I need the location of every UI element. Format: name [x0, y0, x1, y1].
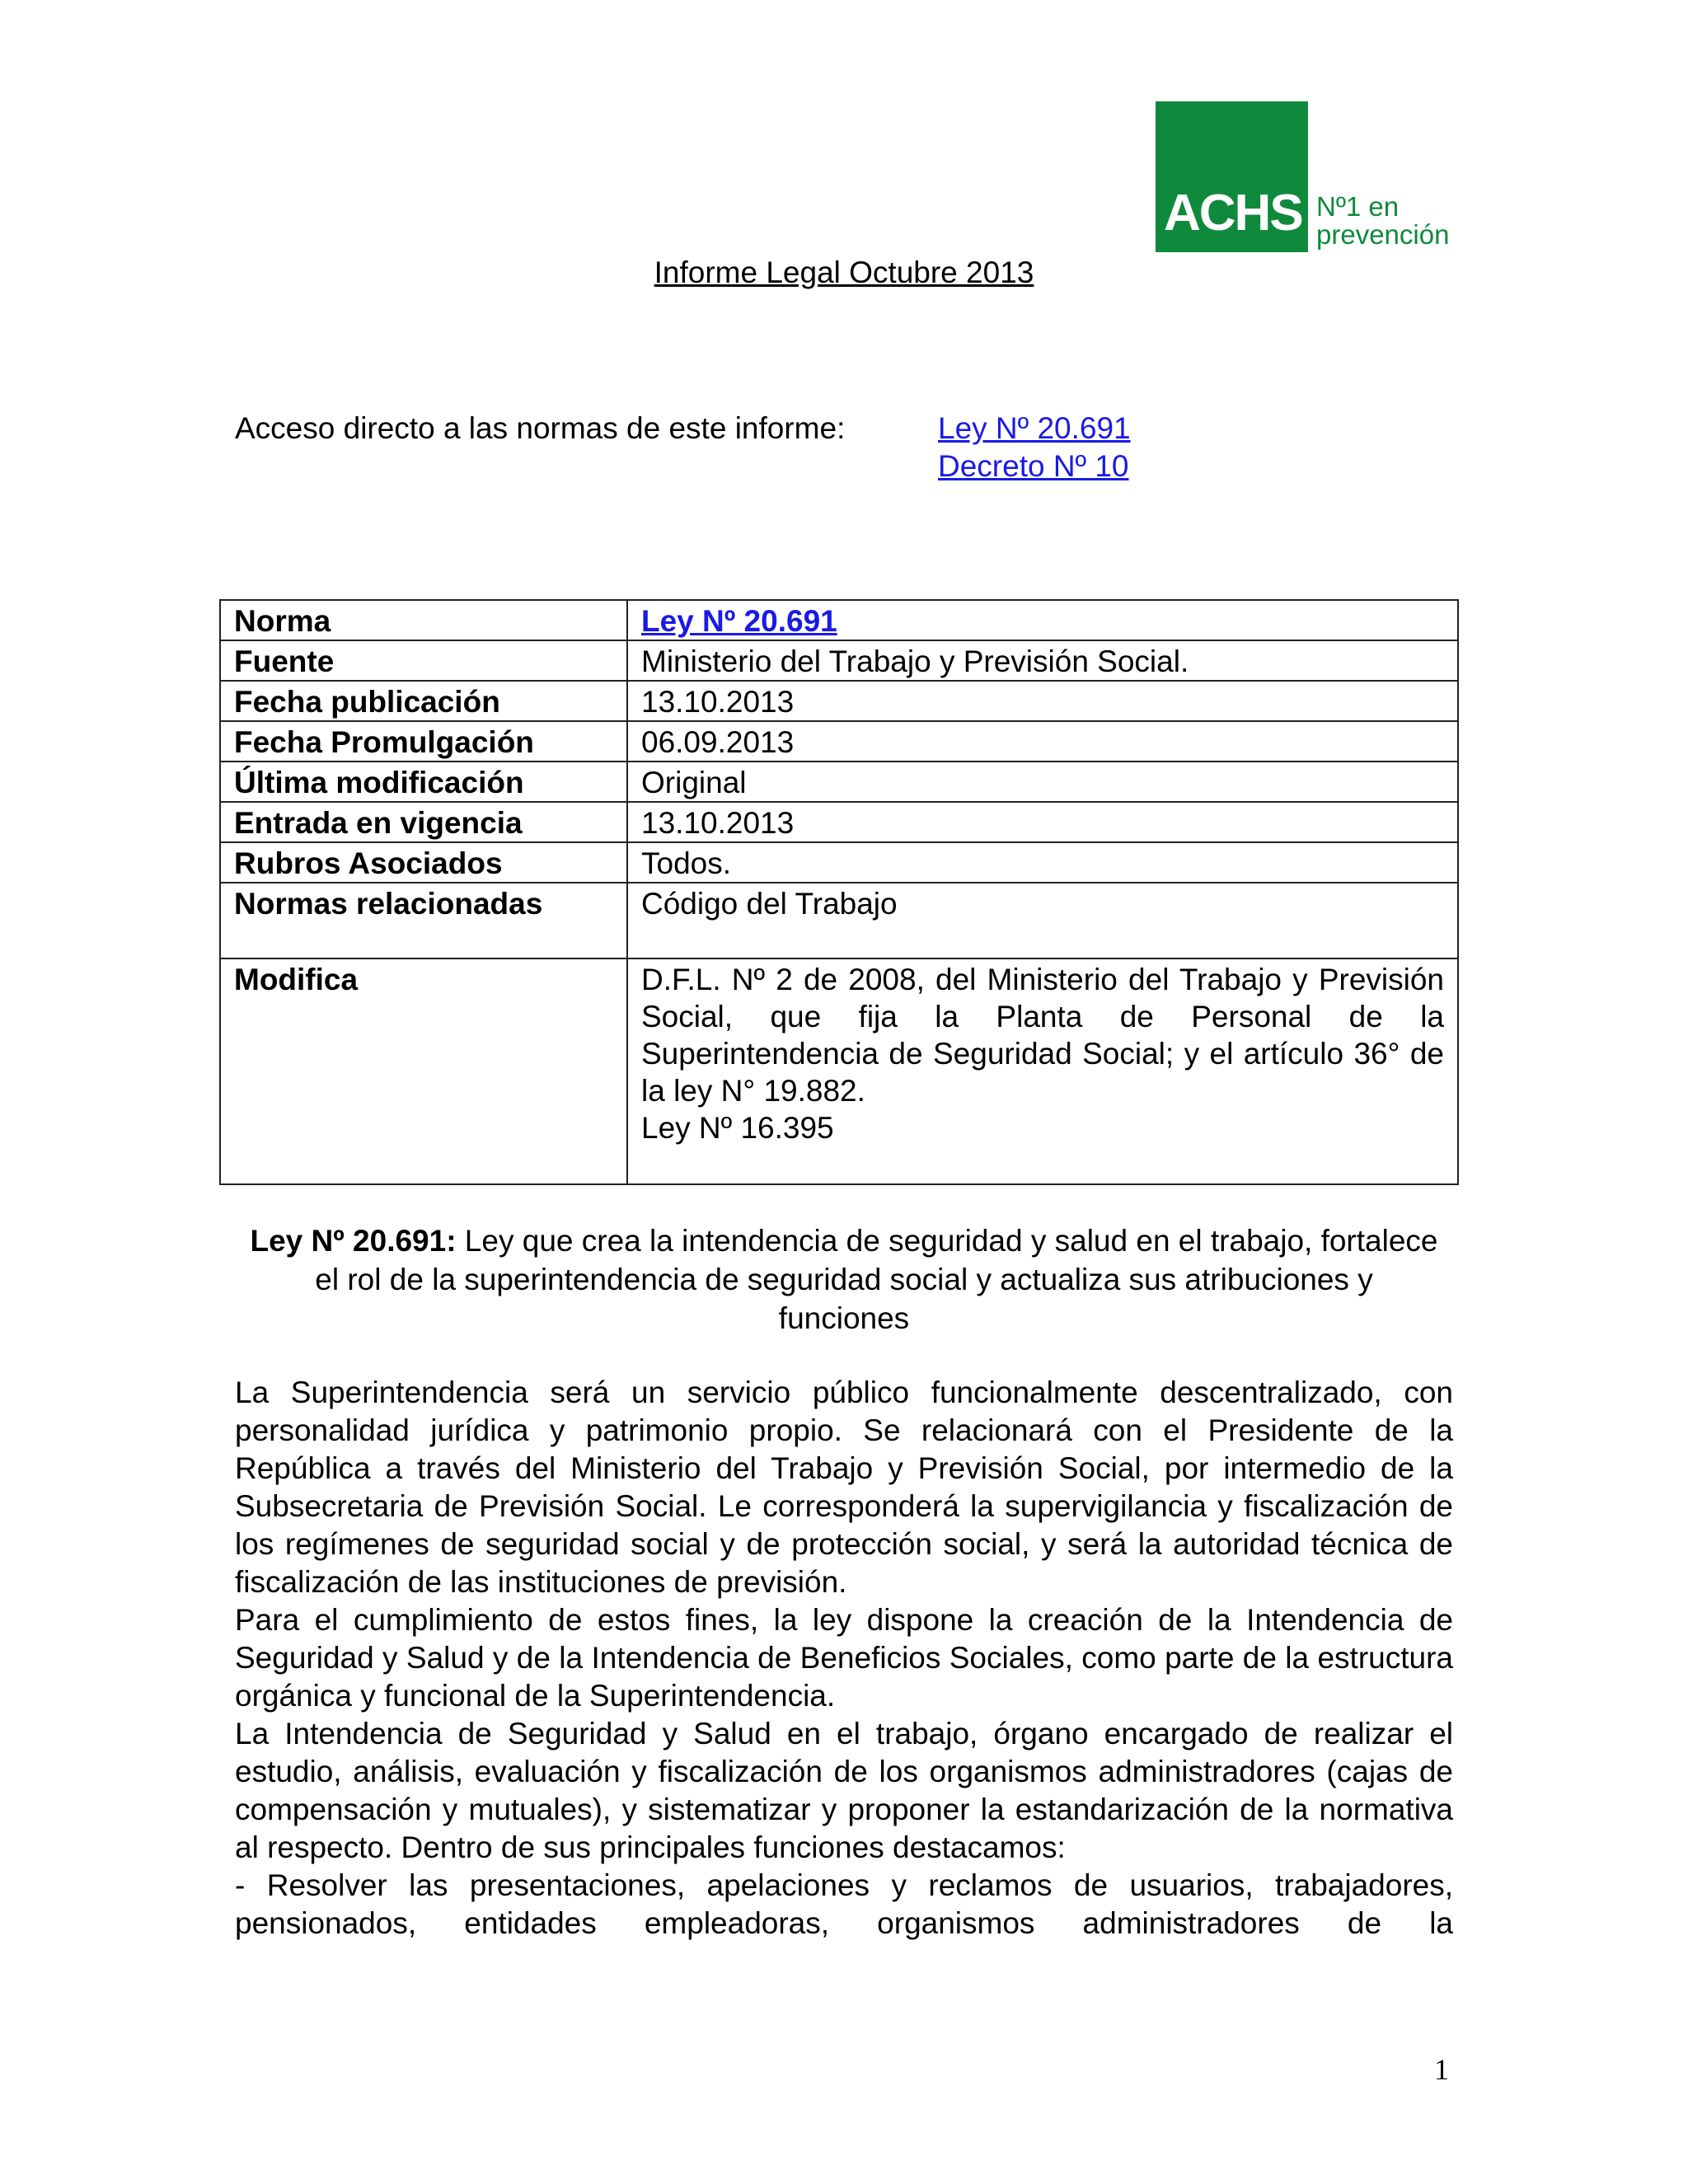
- modifica-text: D.F.L. Nº 2 de 2008, del Ministerio del Trabajo y Previsión Social, que fija la Planta de Personal de la Superintendencia de Seguridad Social; y el artículo 36° de la ley N° 19.882.: [641, 963, 1444, 1108]
- modifica-text-2: Ley Nº 16.395: [641, 1111, 834, 1145]
- norm-info-table: [219, 599, 1459, 1185]
- row-value-fuente: Ministerio del Trabajo y Previsión Social.: [627, 640, 1458, 681]
- achs-tagline-line-2: prevención: [1316, 219, 1450, 250]
- row-value-fecha-publicacion: 13.10.2013: [627, 681, 1458, 721]
- body-text: [235, 1374, 1453, 1943]
- access-links: [938, 410, 1131, 485]
- norma-link[interactable]: Ley Nº 20.691: [641, 604, 837, 638]
- achs-tagline-line-1: Nº1 en: [1316, 191, 1400, 222]
- row-value-entrada-vigencia: 13.10.2013: [627, 802, 1458, 842]
- table-row: [220, 762, 1458, 802]
- table-row: [220, 958, 1458, 1184]
- paragraph: Para el cumplimiento de estos fines, la ley dispone la creación de la Intendencia de Seguridad y Salud y de la Intendencia de Beneficios Sociales, como parte de la estructura orgánica y funcional de la Superintendencia.: [235, 1603, 1453, 1713]
- row-key-fecha-promulgacion: Fecha Promulgación: [220, 721, 627, 762]
- row-key-norma: Norma: [220, 600, 627, 640]
- table-row: [220, 883, 1458, 958]
- row-key-modifica: Modifica: [220, 958, 627, 1184]
- row-key-rubros: Rubros Asociados: [220, 842, 627, 883]
- paragraph: - Resolver las presentaciones, apelaciones y reclamos de usuarios, trabajadores, pensionados, entidades empleadoras, organismos administradores de la: [235, 1868, 1453, 1940]
- table-row: [220, 681, 1458, 721]
- page-number: 1: [1434, 2053, 1449, 2086]
- law-heading-bold: Ley Nº 20.691:: [250, 1224, 457, 1258]
- table-row: [220, 640, 1458, 681]
- row-value-ultima-modificacion: Original: [627, 762, 1458, 802]
- achs-logo-mark: [1156, 101, 1308, 252]
- link-ley-20691[interactable]: Ley Nº 20.691: [938, 411, 1131, 445]
- row-value-norma: [627, 600, 1458, 640]
- row-key-fecha-publicacion: Fecha publicación: [220, 681, 627, 721]
- row-key-normas-relacionadas: Normas relacionadas: [220, 883, 627, 958]
- row-key-fuente: Fuente: [220, 640, 627, 681]
- row-value-modifica: [627, 958, 1458, 1184]
- row-value-normas-relacionadas: Código del Trabajo: [627, 883, 1458, 958]
- achs-tagline: [1316, 193, 1449, 249]
- paragraph: La Superintendencia será un servicio público funcionalmente descentralizado, con personalidad jurídica y patrimonio propio. Se relacionará con el Presidente de la República a través del Ministerio del Trabajo y Previsión Social, por intermedio de la Subsecretaria de Previsión Social. Le corresponderá la supervigilancia y fiscalización de los regímenes de seguridad social y de protección social, y será la autoridad técnica de fiscalización de las instituciones de previsión.: [235, 1376, 1453, 1599]
- document-title: Informe Legal Octubre 2013: [654, 255, 1034, 289]
- table-row: [220, 721, 1458, 762]
- row-value-rubros: Todos.: [627, 842, 1458, 883]
- law-heading-text: Ley que crea la intendencia de seguridad y salud en el trabajo, fortalece el rol de la superintendencia de seguridad social y actualiza sus atribuciones y funciones: [315, 1224, 1438, 1335]
- paragraph: La Intendencia de Seguridad y Salud en el trabajo, órgano encargado de realizar el estudio, análisis, evaluación y fiscalización de los organismos administradores (cajas de compensación y mutuales), y sistematizar y proponer la estandarización de la normativa al respecto. Dentro de sus principales funciones destacamos:: [235, 1717, 1453, 1864]
- law-heading: [247, 1221, 1441, 1338]
- row-key-entrada-vigencia: Entrada en vigencia: [220, 802, 627, 842]
- table-row: [220, 802, 1458, 842]
- row-value-fecha-promulgacion: 06.09.2013: [627, 721, 1458, 762]
- link-decreto-10[interactable]: Decreto Nº 10: [938, 449, 1129, 483]
- table-row: [220, 600, 1458, 640]
- access-label: Acceso directo a las normas de este informe:: [235, 411, 846, 445]
- achs-logo: [1156, 101, 1449, 252]
- achs-logo-text: ACHS: [1164, 185, 1302, 241]
- table-row: [220, 842, 1458, 883]
- row-key-ultima-modificacion: Última modificación: [220, 762, 627, 802]
